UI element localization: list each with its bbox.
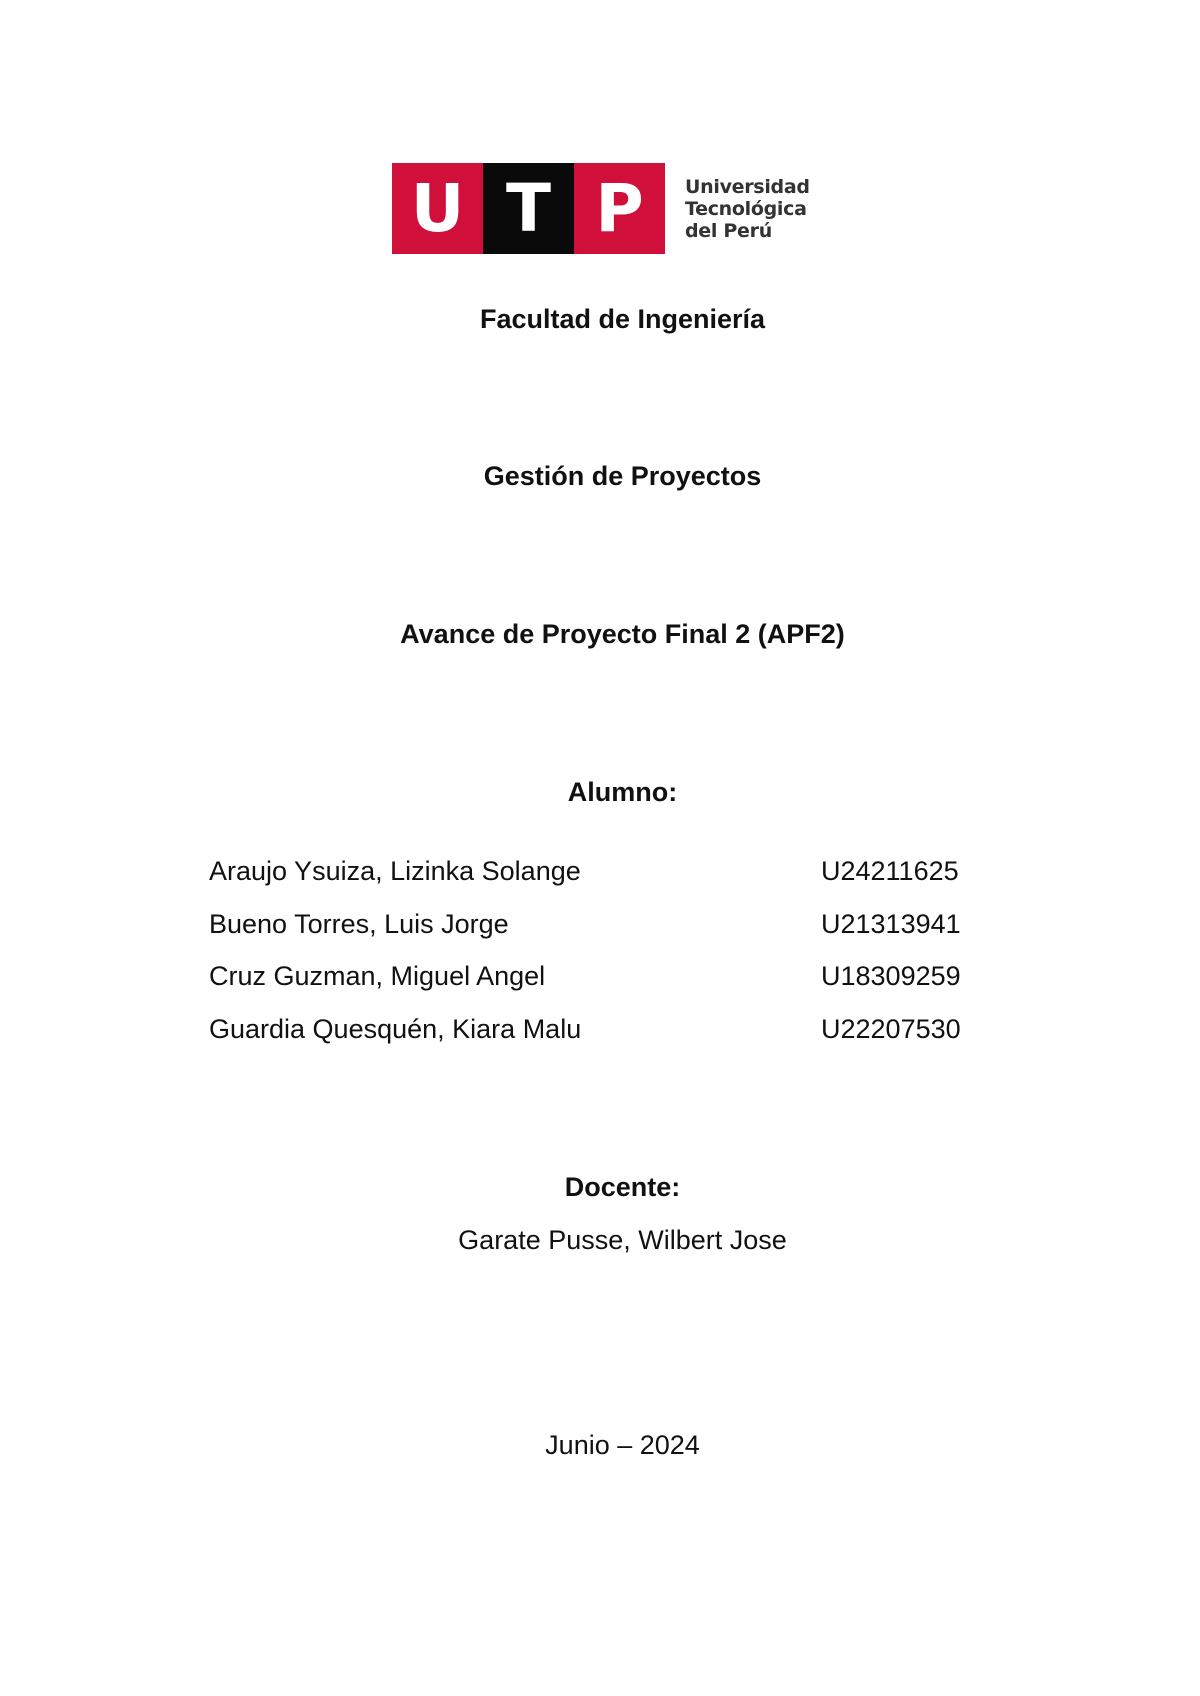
logo-text-line-1: Universidad xyxy=(685,175,810,198)
logo-text-line-3: del Perú xyxy=(685,219,772,242)
assignment-title: Avance de Proyecto Final 2 (APF2) xyxy=(400,619,845,649)
students-label: Alumno: xyxy=(567,777,678,807)
logo-letter-u: U xyxy=(392,163,483,254)
logo-university-name xyxy=(685,163,810,254)
logo-text-line-2: Tecnológica xyxy=(685,197,807,220)
document-date: Junio – 2024 xyxy=(545,1430,700,1460)
student-row xyxy=(0,856,1200,896)
teacher-label: Docente: xyxy=(564,1172,681,1202)
student-code: U18309259 xyxy=(821,961,961,991)
course-title: Gestión de Proyectos xyxy=(483,461,762,491)
student-row xyxy=(0,909,1200,949)
student-code: U22207530 xyxy=(821,1014,961,1044)
faculty-title: Facultad de Ingeniería xyxy=(479,304,766,334)
student-row xyxy=(0,1014,1200,1054)
student-code: U21313941 xyxy=(821,909,961,939)
student-name: Cruz Guzman, Miguel Angel xyxy=(209,961,546,991)
student-row xyxy=(0,961,1200,1001)
logo-letter-p: P xyxy=(574,163,665,254)
university-logo xyxy=(392,163,810,254)
student-code: U24211625 xyxy=(821,856,959,886)
teacher-name: Garate Pusse, Wilbert Jose xyxy=(458,1225,787,1255)
logo-letter-t: T xyxy=(483,163,574,254)
student-name: Araujo Ysuiza, Lizinka Solange xyxy=(209,856,581,886)
student-name: Guardia Quesquén, Kiara Malu xyxy=(209,1014,582,1044)
student-name: Bueno Torres, Luis Jorge xyxy=(209,909,509,939)
